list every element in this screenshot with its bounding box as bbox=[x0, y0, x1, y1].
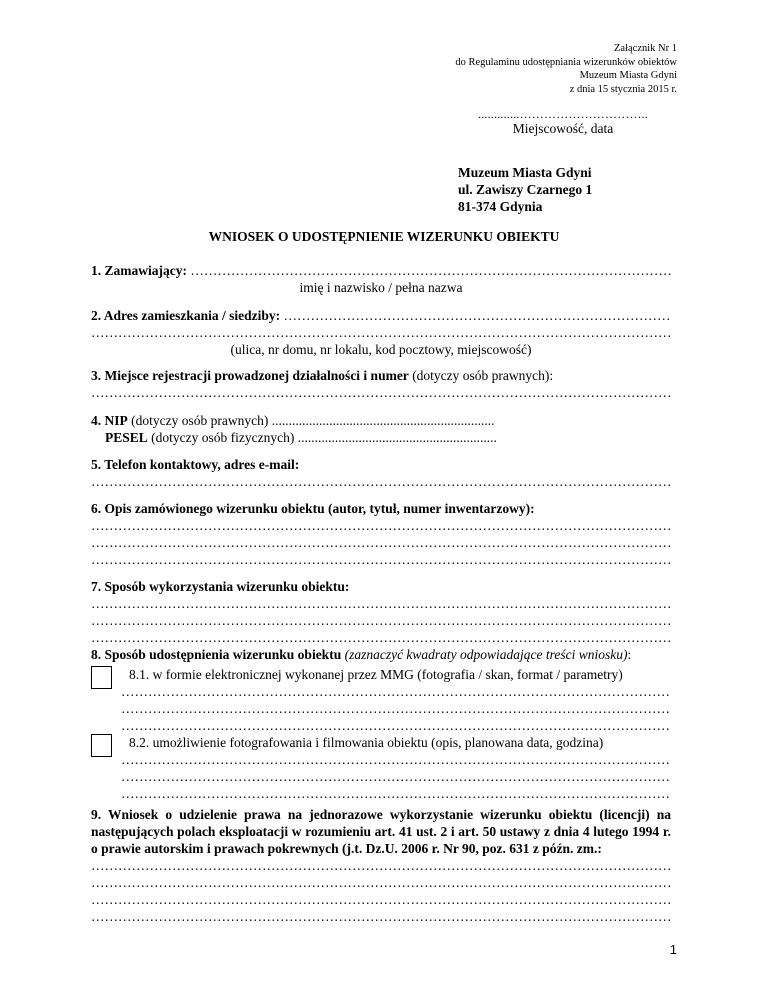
license-field-3[interactable] bbox=[91, 891, 671, 908]
pesel-rest: (dotyczy osób fizycznych) ........................................................... bbox=[147, 430, 497, 445]
section-license bbox=[91, 806, 671, 925]
pesel-label: PESEL bbox=[105, 430, 148, 445]
nip-label: 4. NIP bbox=[91, 413, 128, 428]
place-date-field[interactable]: .............………………………….. bbox=[478, 107, 648, 121]
registration-label: 3. Miejsce rejestracji prowadzonej działalności i numer bbox=[91, 368, 409, 383]
registration-field[interactable] bbox=[91, 384, 671, 401]
section-usage bbox=[91, 578, 671, 646]
usage-field-3[interactable] bbox=[91, 629, 671, 646]
address-field-2[interactable] bbox=[91, 324, 671, 341]
electronic-field-1[interactable] bbox=[91, 683, 671, 700]
license-field-2[interactable] bbox=[91, 874, 671, 891]
usage-field-2[interactable] bbox=[91, 612, 671, 629]
address-label: 2. Adres zamieszkania / siedziby: bbox=[91, 308, 281, 323]
section-description bbox=[91, 500, 671, 568]
addressee-city: 81-374 Gdynia bbox=[458, 199, 543, 214]
option-electronic bbox=[91, 666, 671, 734]
contact-field[interactable] bbox=[91, 473, 671, 490]
addressee-street: ul. Zawiszy Czarnego 1 bbox=[458, 182, 593, 197]
method-label-line bbox=[91, 646, 671, 663]
electronic-field-3[interactable] bbox=[91, 717, 671, 734]
nip-field[interactable] bbox=[91, 412, 671, 429]
section-method bbox=[91, 646, 671, 663]
photo-field-2[interactable] bbox=[91, 768, 671, 785]
annex-line-4: z dnia 15 stycznia 2015 r. bbox=[569, 83, 677, 95]
photo-label: 8.2. umożliwienie fotografowania i filmowania obiektu (opis, planowana data, godzina) bbox=[129, 735, 604, 750]
contact-label: 5. Telefon kontaktowy, adres e-mail: bbox=[91, 457, 300, 472]
photo-field-3[interactable] bbox=[91, 785, 671, 802]
electronic-checkbox[interactable] bbox=[91, 666, 112, 689]
address-field-1[interactable] bbox=[91, 307, 671, 324]
usage-field-1[interactable] bbox=[91, 595, 671, 612]
place-date-label: Miejscowość, data bbox=[512, 121, 614, 136]
registration-label-rest: (dotyczy osób prawnych): bbox=[408, 368, 554, 383]
license-text: 9. Wniosek o udzielenie prawa na jednorazowe wykorzystanie wizerunku obiektu (licencji) na następujących polach eksploatacji w rozumieniu art. 41 ust. 2 i art. 50 ustawy z dnia 4 lutego 1994 r. o prawie autorskim i prawach pokrewnych (j.t. Dz.U. 2006 r. Nr 90, poz. 631 z późn. zm.: bbox=[91, 807, 671, 856]
description-field-2[interactable] bbox=[91, 534, 671, 551]
orderer-hint: imię i nazwisko / pełna nazwa bbox=[299, 280, 463, 295]
electronic-field-2[interactable] bbox=[91, 700, 671, 717]
document-title: WNIOSEK O UDOSTĘPNIENIE WIZERUNKU OBIEKTU bbox=[208, 229, 560, 244]
page-number: 1 bbox=[669, 942, 677, 957]
license-field-1[interactable] bbox=[91, 857, 671, 874]
annex-line-2: do Regulaminu udostępniania wizerunków obiektów bbox=[455, 56, 677, 68]
usage-label: 7. Sposób wykorzystania wizerunku obiektu: bbox=[91, 579, 350, 594]
license-field-4[interactable] bbox=[91, 908, 671, 925]
section-nip-pesel bbox=[91, 412, 671, 446]
annex-line-1: Załącznik Nr 1 bbox=[614, 43, 677, 54]
orderer-field[interactable] bbox=[91, 262, 671, 279]
addressee-block bbox=[458, 164, 592, 215]
section-address bbox=[91, 307, 671, 358]
annex-line-3: Muzeum Miasta Gdyni bbox=[579, 70, 677, 81]
place-date-block bbox=[458, 107, 668, 137]
orderer-label: 1. Zamawiający: bbox=[91, 263, 187, 278]
method-colon: : bbox=[627, 647, 632, 662]
description-label: 6. Opis zamówionego wizerunku obiektu (autor, tytuł, numer inwentarzowy): bbox=[91, 501, 535, 516]
method-hint: (zaznaczyć kwadraty odpowiadające treści wniosku) bbox=[344, 647, 628, 662]
description-field-3[interactable] bbox=[91, 551, 671, 568]
section-contact bbox=[91, 456, 671, 490]
addressee-name: Muzeum Miasta Gdyni bbox=[458, 165, 592, 180]
description-field-1[interactable] bbox=[91, 517, 671, 534]
pesel-field[interactable] bbox=[91, 429, 671, 446]
method-label: 8. Sposób udostępnienia wizerunku obiektu bbox=[91, 647, 342, 662]
nip-rest: (dotyczy osób prawnych) .................................................................. bbox=[127, 413, 495, 428]
registration-label-line bbox=[91, 367, 671, 384]
electronic-label: 8.1. w formie elektronicznej wykonanej przez MMG (fotografia / skan, format / parametry) bbox=[129, 667, 623, 682]
address-hint: (ulica, nr domu, nr lokalu, kod pocztowy, miejscowość) bbox=[230, 342, 532, 357]
photo-checkbox[interactable] bbox=[91, 734, 112, 757]
photo-field-1[interactable] bbox=[91, 751, 671, 768]
option-photo bbox=[91, 734, 671, 802]
section-registration bbox=[91, 367, 671, 401]
annex-note bbox=[455, 42, 677, 96]
section-orderer bbox=[91, 262, 671, 296]
